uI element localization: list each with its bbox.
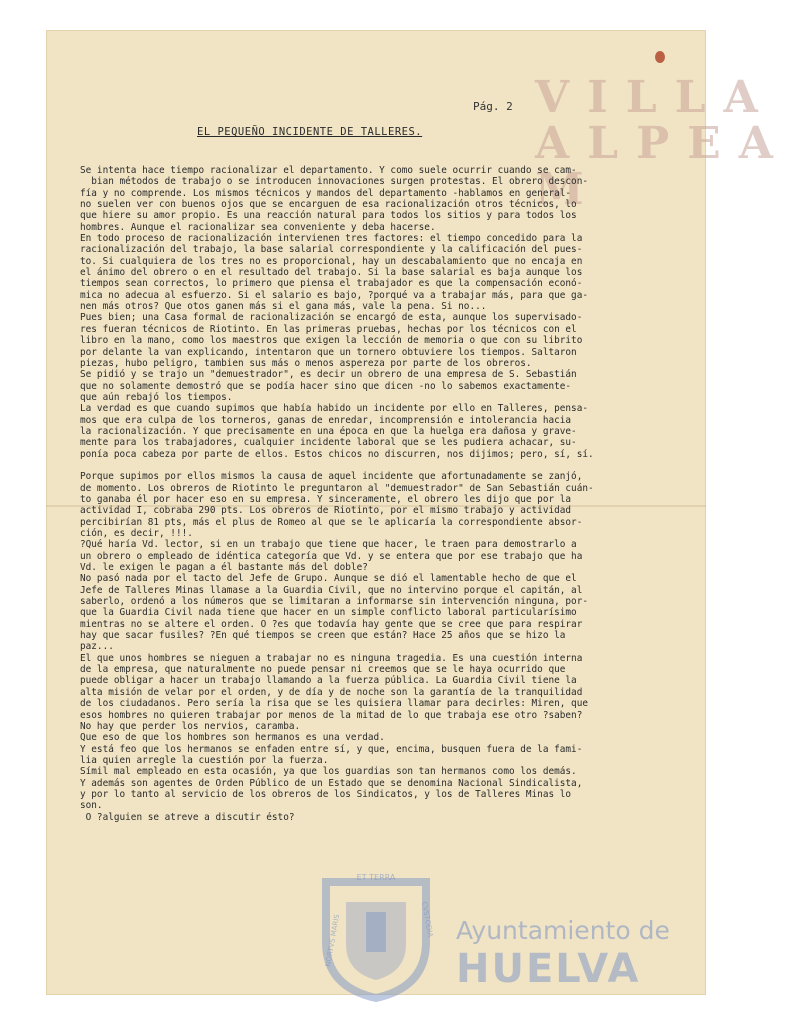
text-line: to ganaba él por hacer eso en su empresa. Y sinceramente, el obrero les dijo que por la [80, 493, 572, 505]
text-line: El que unos hombres se nieguen a trabajar no es ninguna tragedia. Es una cuestión interna [80, 652, 583, 664]
text-line: de la empresa, que naturalmente no puede pensar ni creemos que se le haya ocurrido que [80, 664, 566, 676]
text-line: Y además son agentes de Orden Público de un Estado que se denomina Nacional Sindicalista, [80, 777, 583, 789]
text-line: Jefe de Talleres Minas llamase a la Guardia Civil, que no intervino porque el capitán, al [80, 584, 583, 596]
text-line: racionalización del trabajo, la base salarial correspondiente y la calificación del pues- [80, 244, 583, 256]
text-line: No pasó nada por el tacto del Jefe de Grupo. Aunque se dió el lamentable hecho de que el [80, 573, 577, 585]
text-line: Vd. le exigen le pagan a él bastante más del doble? [80, 562, 368, 574]
text-line: por delante la van explicando, intentaron que un tornero obtuviere los tiempos. Saltaron [80, 346, 577, 358]
text-line: que aún rebajó los tiempos. [80, 391, 233, 403]
text-line: tiempos sean correctos, lo primero que piensa el trabajador es que la compensación econó- [80, 278, 583, 290]
text-line: mica no adecua al esfuerzo. Si el salario es bajo, ?porqué va a trabajar más, para que ga- [80, 289, 588, 301]
text-line: mos que era culpa de los torneros, ganas de enredar, incomprensión e intolerancia hacia [80, 414, 572, 426]
text-line: actividad I, cobraba 290 pts. Los obreros de Riotinto, por el mismo trabajo y actividad [80, 505, 572, 517]
text-line: Porque supimos por ellos mismos la causa de aquel incidente que afortunadamente se zanjó, [80, 471, 583, 483]
text-line: que la Guardia Civil nada tiene que hacer en un simple conflicto laboral particularísimo [80, 607, 577, 619]
rust-stain [655, 51, 665, 63]
shield-text-left: NORTVS MARIS [324, 913, 342, 968]
text-line: lia quien arregle la cuestión por la fuerza. [80, 754, 329, 766]
text-line: O ?alguien se atreve a discutir ésto? [80, 811, 295, 823]
document-title: EL PEQUEÑO INCIDENTE DE TALLERES. [197, 126, 423, 138]
text-line: fía y no comprende. Los mismos técnicos y mandos del departamento -hablamos en general- [80, 187, 572, 199]
text-line: mientras no se altere el orden. O ?es que todavía hay gente que se cree que para respirar [80, 618, 583, 630]
text-line: res fueran técnicos de Riotinto. En las primeras pruebas, hechas por los técnicos con el [80, 323, 577, 335]
text-line: Y está feo que los hermanos se enfaden entre sí, y que, encima, busquen fuera de la fami- [80, 743, 583, 755]
text-line: piezas, hubo peligro, tambien sus más o menos aspereza por parte de los obreros. [80, 357, 532, 369]
city-shield-icon [316, 872, 436, 1002]
text-line: la racionalización. Y que precisamente en una época en que la huelga era dañosa y grave- [80, 425, 577, 437]
text-line: ponía poca cabeza por parte de ellos. Estos chicos no discurren, nos dijimos; pero, sí, sí. [80, 448, 594, 460]
watermark-line2: HUELVA [456, 946, 641, 992]
text-line: el ánimo del obrero o en el resultado del trabajo. Si la base salarial es baja aunque los [80, 267, 583, 279]
text-line: percibirían 81 pts, más el plus de Romeo al que se le aplicaría la correspondiente absor- [80, 516, 583, 528]
text-line: La verdad es que cuando supimos que había habido un incidente por ello en Talleres, pensa- [80, 403, 588, 415]
watermark [316, 872, 736, 1002]
text-line: ción, es decir, !!!. [80, 528, 193, 539]
text-line: un obrero o empleado de idéntica categoría que Vd. y se entera que por ese trabajo que ha [80, 550, 583, 562]
text-line: y por lo tanto al servicio de los obreros de los Sindicatos, y los de Talleres Minas lo [80, 788, 572, 800]
text-line [80, 460, 680, 471]
text-line: esos hombres no quieren trabajar por menos de la mitad de lo que trabaja ese otro ?saben? [80, 709, 583, 721]
bleed-through-text: VILLA ALPEA M [535, 72, 791, 215]
text-line: que hiere su amor propio. Es una reacción natural para todos los sitios y para todos los [80, 210, 577, 222]
text-line: En todo proceso de racionalización intervienen tres factores: el tiempo concedido para la [80, 233, 583, 245]
text-line: Se pidió y se trajo un "demuestrador", es decir un obrero de una empresa de S. Sebastián [80, 369, 577, 381]
text-line: saberlo, ordenó a los números que se limitaran a informarse sin intervención ninguna, por- [80, 596, 588, 608]
text-line: de los ciudadanos. Pero sería la risa que se les quisiera llamar para decirles: Miren, que [80, 698, 588, 710]
text-line: No hay que perder los nervios, caramba. [80, 720, 301, 732]
watermark-line1: Ayuntamiento de [456, 916, 670, 945]
shield-text-top: ET TERRA [356, 873, 396, 882]
text-line: que no solamente demostró que se podía hacer sino que dicen -no lo sabemos exactamente- [80, 380, 572, 392]
text-line: no suelen ver con buenos ojos que se encarguen de esa racionalización otros técnicos, lo [80, 199, 577, 211]
text-line: hombres. Aunque el racionalizar sea conveniente y deba hacerse. [80, 221, 436, 233]
text-line: hay que sacar fusiles? ?En qué tiempos se creen que están? Hace 25 años que se hizo la [80, 630, 566, 642]
document-body [80, 165, 680, 823]
text-line: bian métodos de trabajo o se introducen innovaciones surgen protestas. El obrero descon- [80, 176, 588, 188]
text-line: ?Qué haría Vd. lector, si en un trabajo que tiene que hacer, le traen para demostrarlo a [80, 539, 577, 551]
text-line: Se intenta hace tiempo racionalizar el departamento. Y como suele ocurrir cuando se cam- [80, 165, 577, 176]
shield-text-right: CVSTODIA [420, 900, 435, 938]
text-line: paz... [80, 641, 114, 653]
text-line: Que eso de que los hombres son hermanos es una verdad. [80, 732, 385, 744]
text-line: libro en la mano, como los maestros que exigen la lección de memoria o que con su librito [80, 335, 583, 347]
text-line: to. Si cualquiera de los tres no es proporcional, hay un descabalamiento que no encaja en [80, 255, 583, 267]
text-line: de momento. Los obreros de Riotinto le preguntaron al "demuestrador" de San Sebastián cuán- [80, 482, 594, 494]
text-line: mente para los trabajadores, cualquier incidente laboral que se les pudiera achacar, su- [80, 437, 577, 449]
text-line: alta misión de velar por el orden, y de día y de noche son la garantía de la tranquilidad [80, 686, 583, 698]
page-number: Pág. 2 [473, 100, 513, 113]
text-line: nen más otros? Que otos ganen más si el gana más, vale la pena. Si no... [80, 301, 487, 313]
text-line: son. [80, 800, 103, 812]
text-line: puede obligar a hacer un trabajo llamando a la fuerza pública. La Guardia Civil tiene la [80, 675, 577, 687]
text-line: Símil mal empleado en esta ocasión, ya que los guardias son tan hermanos como los demás. [80, 766, 577, 778]
text-line: Pues bien; una Casa formal de racionalización se encargó de esta, aunque los supervisado- [80, 312, 583, 324]
